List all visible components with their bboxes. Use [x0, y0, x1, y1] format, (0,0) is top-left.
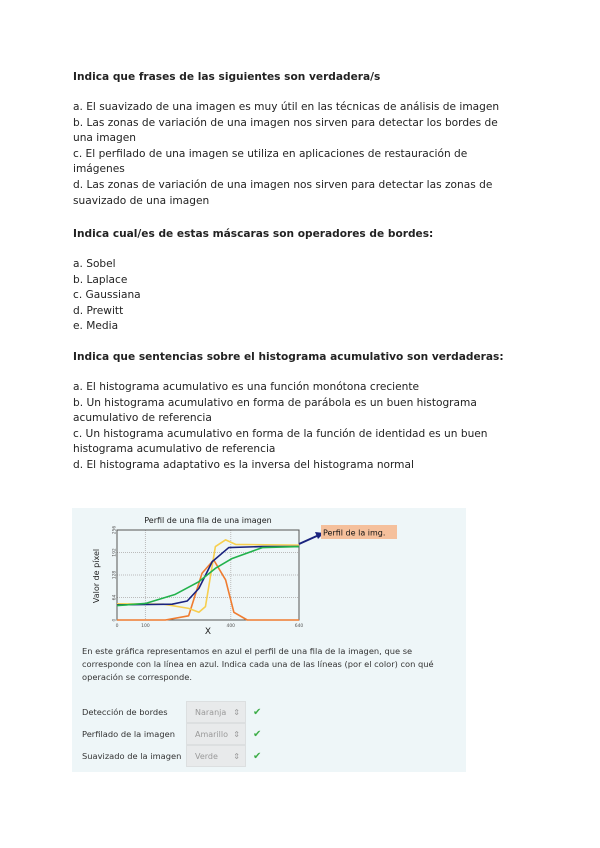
question-1-options [73, 100, 533, 209]
question-3-options [73, 380, 533, 474]
option-line: c. El perfilado de una imagen se utiliza en aplicaciones de restauración de [73, 147, 468, 160]
x-axis-label: X [204, 627, 212, 637]
question-2-options [73, 257, 533, 335]
option-line: b. Un histograma acumulativo en forma de parábola es un buen histograma [73, 396, 477, 409]
option-line: b. Las zonas de variación de una imagen nos sirven para detectar los bordes de [73, 116, 498, 129]
y-axis-label: Valor de píxel [92, 548, 101, 604]
select-arrows-icon: ⇕ [233, 751, 240, 761]
match-row [82, 745, 261, 767]
y-tick-label: 128 [112, 570, 118, 580]
quiz-image [72, 508, 466, 772]
select-value: Verde [195, 751, 218, 761]
check-icon: ✔ [253, 728, 262, 740]
select-arrows-icon: ⇕ [233, 729, 240, 739]
option-line: a. Sobel [73, 258, 116, 270]
option-line: a. El histograma acumulativo es una función monótona creciente [73, 381, 420, 393]
select-value: Amarillo [195, 729, 229, 739]
quiz-description: En este gráfica representamos en azul el perfil de una fila de la imagen, que se corresponde con la línea en azul. Indica cada una de las líneas (por el color) con qué operación se corresponde. [82, 646, 434, 682]
match-row [82, 723, 261, 745]
y-tick-label: 0 [112, 618, 118, 622]
select-value: Naranja [195, 707, 227, 717]
check-icon: ✔ [253, 706, 262, 718]
row-label: Detección de bordes [82, 707, 168, 717]
y-tick-label: 64 [112, 594, 118, 601]
x-tick-label: 0 [115, 624, 119, 629]
profile-chart [72, 508, 466, 638]
option-line: d. El histograma adaptativo es la inversa del histograma normal [73, 458, 414, 471]
question-2-title: Indica cual/es de estas máscaras son operadores de bordes: [73, 228, 434, 240]
select-arrows-icon: ⇕ [233, 707, 240, 717]
check-icon: ✔ [253, 750, 262, 762]
option-line: d. Las zonas de variación de una imagen nos sirven para detectar las zonas de [73, 178, 493, 191]
color-select[interactable] [186, 745, 246, 767]
y-tick-label: 256 [112, 525, 118, 535]
match-row [82, 701, 261, 723]
series-line-verde [117, 547, 299, 606]
question-1-title: Indica que frases de las siguientes son verdadera/s [73, 71, 381, 83]
row-label: Suavizado de la imagen [82, 751, 182, 761]
y-tick-label: 192 [112, 548, 118, 557]
series-line-azul [117, 547, 299, 605]
option-line: c. Un histograma acumulativo en forma de la función de identidad es un buen [73, 427, 488, 440]
option-line: imágenes [73, 163, 125, 176]
color-select[interactable] [186, 723, 246, 745]
annotation-label: Perfil de la img. [323, 528, 386, 538]
option-line: d. Prewitt [73, 304, 124, 317]
option-line: suavizado de una imagen [73, 194, 210, 207]
option-line: b. Laplace [73, 273, 128, 286]
x-tick-label: 100 [141, 624, 150, 629]
color-select[interactable] [186, 701, 246, 723]
option-line: histograma acumulativo de referencia [73, 443, 276, 456]
x-tick-label: 400 [226, 624, 236, 629]
option-line: una imagen [73, 132, 136, 145]
x-tick-label: 640 [294, 624, 304, 629]
question-3-title: Indica que sentencias sobre el histograma acumulativo son verdaderas: [73, 351, 504, 363]
option-line: e. Media [73, 320, 119, 333]
option-line: c. Gaussiana [73, 289, 141, 302]
row-label: Perfilado de la imagen [82, 729, 175, 739]
option-line: a. El suavizado de una imagen es muy útil en las técnicas de análisis de imagen [73, 101, 500, 113]
chart-title: Perfil de una fila de una imagen [144, 516, 272, 525]
option-line: acumulativo de referencia [73, 412, 212, 425]
series-line-amarillo [117, 540, 299, 612]
annotation-arrow [299, 535, 319, 544]
